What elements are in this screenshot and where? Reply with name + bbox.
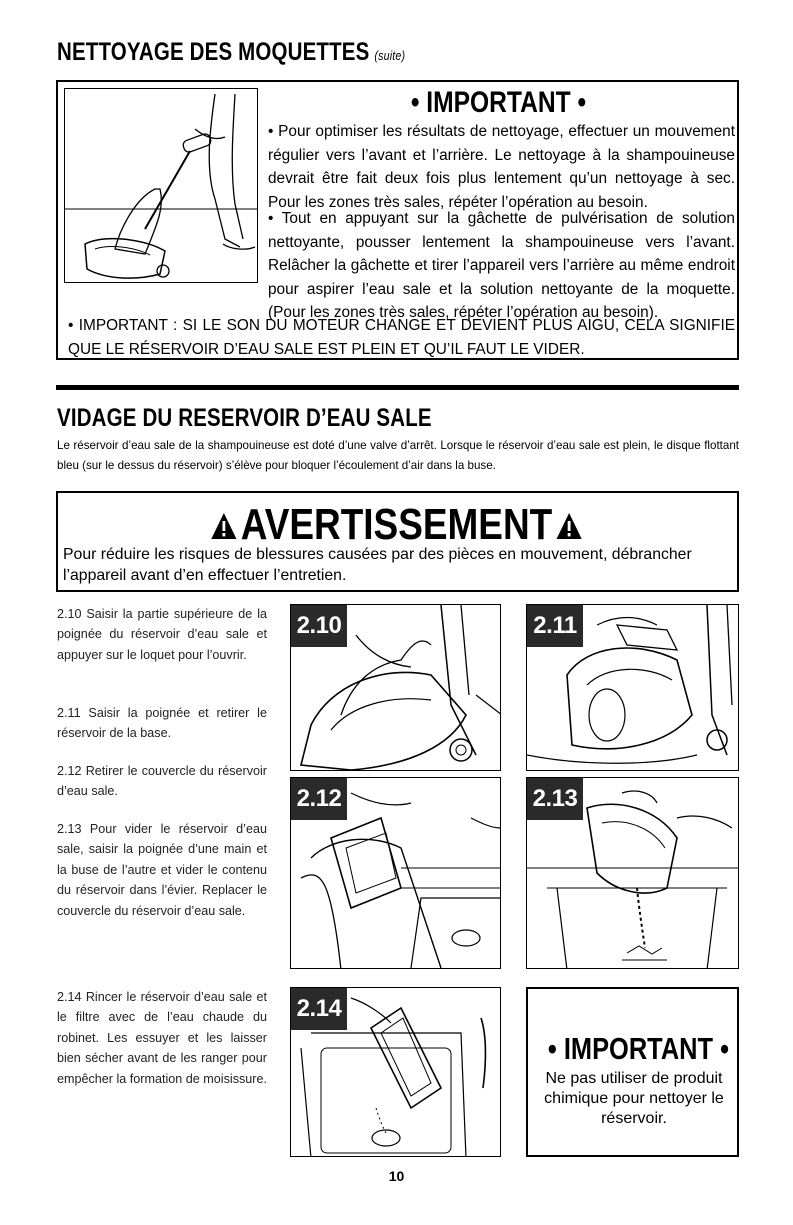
section-title-vidage: VIDAGE DU RESERVOIR D’EAU SALE [57, 404, 432, 432]
figure-2-11 [526, 604, 739, 771]
step-2-12: 2.12 Retirer le couvercle du réservoir d’eau sale. [57, 764, 267, 799]
section-divider [56, 385, 739, 390]
figure-badge-2-12: 2.12 [291, 778, 347, 820]
important-paragraph-2: • Tout en appuyant sur la gâchette de pulvérisation de solution nettoyante, pousser lentement la shampouineuse vers l’avant. Relâcher la gâchette et tirer l’appareil vers l’arrière au même endroit pour aspirer l’eau sale et la solution nettoyante de la moquette. (Pour les zones très sales, répéter l’opération au besoin). [268, 210, 735, 322]
figure-2-10 [290, 604, 501, 771]
important-paragraph-1: • Pour optimiser les résultats de nettoyage, effectuer un mouvement régulier vers l’avant et l’arrière. Le nettoyage à la shampouineuse devrait être fait deux fois plus lentement qu’un nettoyage à sec. Pour les zones très sales, répéter l’opération au besoin. [268, 123, 735, 211]
important-paragraph-3: • IMPORTANT : SI LE SON DU MOTEUR CHANGE ET DEVIENT PLUS AIGU, CELA SIGNIFIE QUE LE RÉSERVOIR D’EAU SALE EST PLEIN ET QU’IL FAUT LE VIDER. [68, 317, 735, 358]
section-title-nettoyage: NETTOYAGE DES MOQUETTES (suite) [57, 38, 406, 66]
figure-2-14 [290, 987, 501, 1157]
step-2-11: 2.11 Saisir la poignée et retirer le réservoir de la base. [57, 706, 267, 741]
figure-2-13 [526, 777, 739, 969]
warning-triangle-icon [556, 512, 583, 540]
step-2-13: 2.13 Pour vider le réservoir d’eau sale, saisir la poignée d’une main et la buse de l’autre et vider le contenu du réservoir dans l’évier. Replacer le couvercle du réservoir d’eau sale. [57, 822, 267, 918]
suite-label: (suite) [374, 48, 406, 63]
shampooer-illustration-icon [65, 89, 258, 283]
step-2-10: 2.10 Saisir la partie supérieure de la poignée du réservoir d’eau sale et appuyer sur le loquet pour l’ouvrir. [57, 607, 267, 662]
warning-title: AVERTISSEMENT [63, 500, 729, 550]
figure-badge-2-13: 2.13 [527, 778, 583, 820]
warning-text: Pour réduire les risques de blessures causées par des pièces en mouvement, débrancher l’appareil avant d’en effectuer l’entretien. [63, 546, 692, 584]
important-title-2: • IMPORTANT • [547, 1031, 730, 1066]
figure-badge-2-11: 2.11 [527, 605, 583, 647]
important-title: • IMPORTANT • [410, 86, 587, 119]
figure-badge-2-14: 2.14 [291, 988, 347, 1030]
page-number: 10 [388, 1168, 405, 1184]
warning-triangle-icon [211, 512, 238, 540]
figure-shampooer-illustration [64, 88, 258, 283]
important-text-2: Ne pas utiliser de produit chimique pour nettoyer le réservoir. [544, 1070, 724, 1127]
figure-badge-2-10: 2.10 [291, 605, 347, 647]
section-intro: Le réservoir d’eau sale de la shampouineuse est doté d’une valve d’arrêt. Lorsque le réservoir d’eau sale est plein, le disque flottant bleu (sur le dessus du réservoir) s’élève pour bloquer l’écoulement d’air dans la buse. [57, 439, 739, 472]
step-2-14: 2.14 Rincer le réservoir d’eau sale et le filtre avec de l’eau chaude du robinet. Les essuyer et les laisser bien sécher avant de les ranger pour empêcher la formation de moisissure. [57, 990, 267, 1086]
figure-2-12 [290, 777, 501, 969]
